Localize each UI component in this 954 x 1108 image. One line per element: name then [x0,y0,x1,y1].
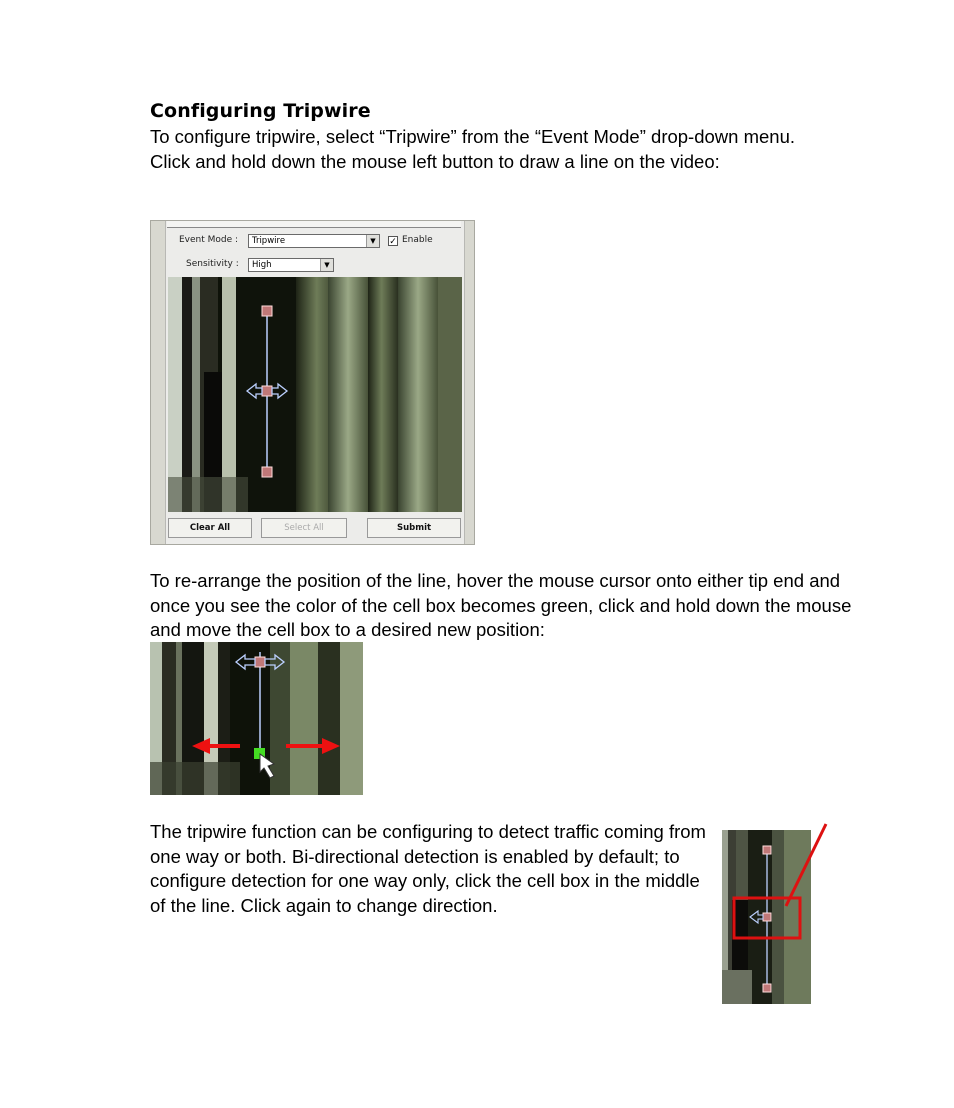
rearrange-screenshot [150,642,363,795]
paragraph-rearrange: To re-arrange the position of the line, hover the mouse cursor onto either tip end and once you see the color of the cell box becomes green, click and hold down the mouse and move the cell box to a desired new position: [150,570,852,640]
event-mode-value: Tripwire [252,236,286,246]
dropdown-arrow-icon[interactable]: ▼ [366,235,379,247]
event-mode-select[interactable] [248,234,380,248]
config-panel-screenshot [150,220,475,545]
enable-label: Enable [402,235,433,245]
sensitivity-label: Sensitivity : [186,259,239,269]
paragraph-intro: To configure tripwire, select “Tripwire” from the “Event Mode” drop-down menu. Click and hold down the mouse left button to draw a line on the video: [150,126,795,172]
dropdown-arrow-icon[interactable]: ▼ [320,259,333,271]
video-frame [168,277,462,512]
event-mode-label: Event Mode : [179,235,239,245]
submit-button[interactable]: Submit [367,518,461,538]
video-canvas[interactable] [168,277,462,512]
paragraph-direction: The tripwire function can be configuring to detect traffic coming from one way or both. Bi-directional detection is enabled by default; to configure detection for one way only, click the cell box in the middle of the line. Click again to change direction. [150,821,706,916]
panel-top-scrollbar[interactable] [167,221,461,228]
section-heading: Configuring Tripwire [150,100,371,122]
select-all-button[interactable]: Select All [261,518,347,538]
sensitivity-select[interactable] [248,258,334,272]
clear-all-button[interactable]: Clear All [168,518,252,538]
highlight-pointer-line [770,822,830,922]
sensitivity-value: High [252,260,272,270]
rearrange-frame [150,642,363,795]
enable-checkbox[interactable]: ✓ [389,236,397,246]
